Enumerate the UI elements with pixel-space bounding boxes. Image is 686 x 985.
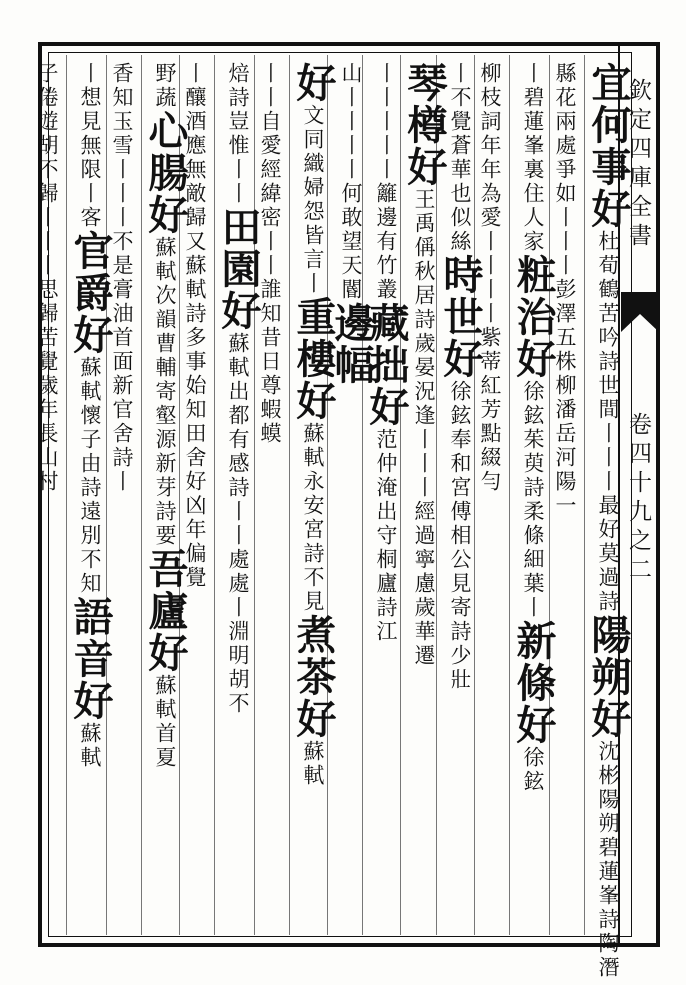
annotation-text: 蘇軾首夏	[153, 674, 177, 770]
heading-phrase: 邊幅	[328, 302, 375, 386]
annotation-text: 徐鉉	[521, 746, 545, 794]
column-rule	[509, 55, 510, 935]
text-column	[328, 62, 375, 386]
annotation-text: 丨丨丨最好莫過詩	[596, 422, 620, 614]
heading-phrase: 重樓好	[290, 296, 337, 422]
column-rule	[214, 55, 215, 935]
annotation-text: 山村	[35, 446, 59, 494]
heading-phrase: 吾廬好	[142, 548, 189, 674]
heading-phrase: 粧治好	[510, 254, 557, 380]
juan-number: 卷四十九之二	[625, 412, 651, 586]
text-column	[215, 62, 262, 716]
annotation-text: 杜荀鶴苦吟詩世間	[596, 230, 620, 422]
heading-phrase: 煮茶好	[290, 614, 337, 740]
annotation-text: 丨丨自愛經緯密	[258, 62, 282, 230]
annotation-text: 沈彬陽朔碧蓮峯詩陶潛	[596, 740, 620, 980]
heading-phrase: 時世好	[437, 254, 484, 380]
annotation-text: 山丨丨丨丨何敢望天閽	[339, 62, 363, 302]
annotation-text: 知玉雪丨丨丨不是膏油首面新	[110, 86, 134, 398]
heading-phrase: 陽朔好	[585, 614, 632, 740]
annotation-text: 丨碧蓮峯裏住人家	[521, 62, 545, 254]
text-column	[142, 62, 189, 770]
annotation-text: 王禹偁秋居詩歲晏	[412, 188, 436, 380]
heading-phrase: 宜	[585, 62, 632, 104]
heading-phrase: 何事好	[585, 104, 632, 230]
text-column	[401, 62, 448, 668]
annotation-text: 縣花兩處爭如丨丨丨	[553, 62, 577, 278]
heading-phrase: 田園好	[215, 206, 262, 332]
annotation-text: 野蔬	[153, 62, 177, 110]
annotation-text: 香	[110, 62, 134, 86]
annotation-text: 柳枝詞年年為愛丨丨丨	[478, 62, 502, 302]
annotation-text: 蘇軾出都有感詩丨丨處處丨淵明胡不	[226, 332, 250, 716]
text-column	[510, 62, 557, 794]
column-rule	[584, 55, 585, 935]
heading-phrase: 琴樽好	[401, 62, 448, 188]
annotation-text: 蝦蟆	[258, 398, 282, 446]
annotation-text: 丨丨丨丨丨籬邊有竹叢	[374, 62, 398, 302]
annotation-text: 歸又蘇軾詩多事始知田舍好凶年偏覺	[183, 206, 207, 590]
text-column	[290, 62, 337, 788]
heading-phrase: 好	[290, 62, 337, 104]
annotation-text: 徐鉉茱萸詩柔條細葉丨	[521, 380, 545, 620]
annotation-text: 彭澤五株柳潘岳河陽一	[553, 278, 577, 518]
annotation-text: 蘇軾	[78, 722, 102, 770]
heading-phrase: 心腸好	[142, 110, 189, 236]
text-column	[585, 62, 632, 980]
annotation-text: 范仲淹出守桐廬詩江	[374, 428, 398, 644]
annotation-text: 子倦遊胡不歸	[35, 62, 59, 206]
annotation-text: 文同織婦怨皆言丨	[301, 104, 325, 296]
annotation-text: 丨不覺蒼華也似絲	[448, 62, 472, 254]
annotation-text: 蘇軾	[301, 740, 325, 788]
annotation-text: 蘇軾懷子由詩遠別不知	[78, 356, 102, 596]
annotation-text: 丨丨丨思歸苦覺歲年長	[35, 206, 59, 446]
text-column	[67, 62, 114, 770]
heading-phrase: 新條好	[510, 620, 557, 746]
heading-phrase: 官爵好	[67, 230, 114, 356]
annotation-text: 丨釀酒應無敵	[183, 62, 207, 206]
text-column	[35, 62, 59, 494]
column-rule	[66, 55, 67, 935]
annotation-text: 況逢丨丨丨經過寧慮歲華遷	[412, 380, 436, 668]
heading-phrase: 語音好	[67, 596, 114, 722]
annotation-text: 官舍詩丨	[110, 398, 134, 494]
annotation-text: 丨紫蒂紅芳點綴勻	[478, 302, 502, 494]
annotation-text: 丨丨誰知昔日尊	[258, 230, 282, 398]
annotation-text: 丨想見無限丨客	[78, 62, 102, 230]
heading-phrase: 藏拙好	[363, 302, 410, 428]
column-rule	[289, 55, 290, 935]
column-rule	[141, 55, 142, 935]
annotation-text: 蘇軾次韻曹輔寄壑源新芽詩要	[153, 236, 177, 548]
annotation-text: 徐鉉奉和宮傅相公見寄詩少壯	[448, 380, 472, 692]
book-title: 欽定四庫全書	[625, 78, 651, 252]
annotation-text: 焙詩豈惟丨丨	[226, 62, 250, 206]
annotation-text: 蘇軾永安宮詩不見	[301, 422, 325, 614]
